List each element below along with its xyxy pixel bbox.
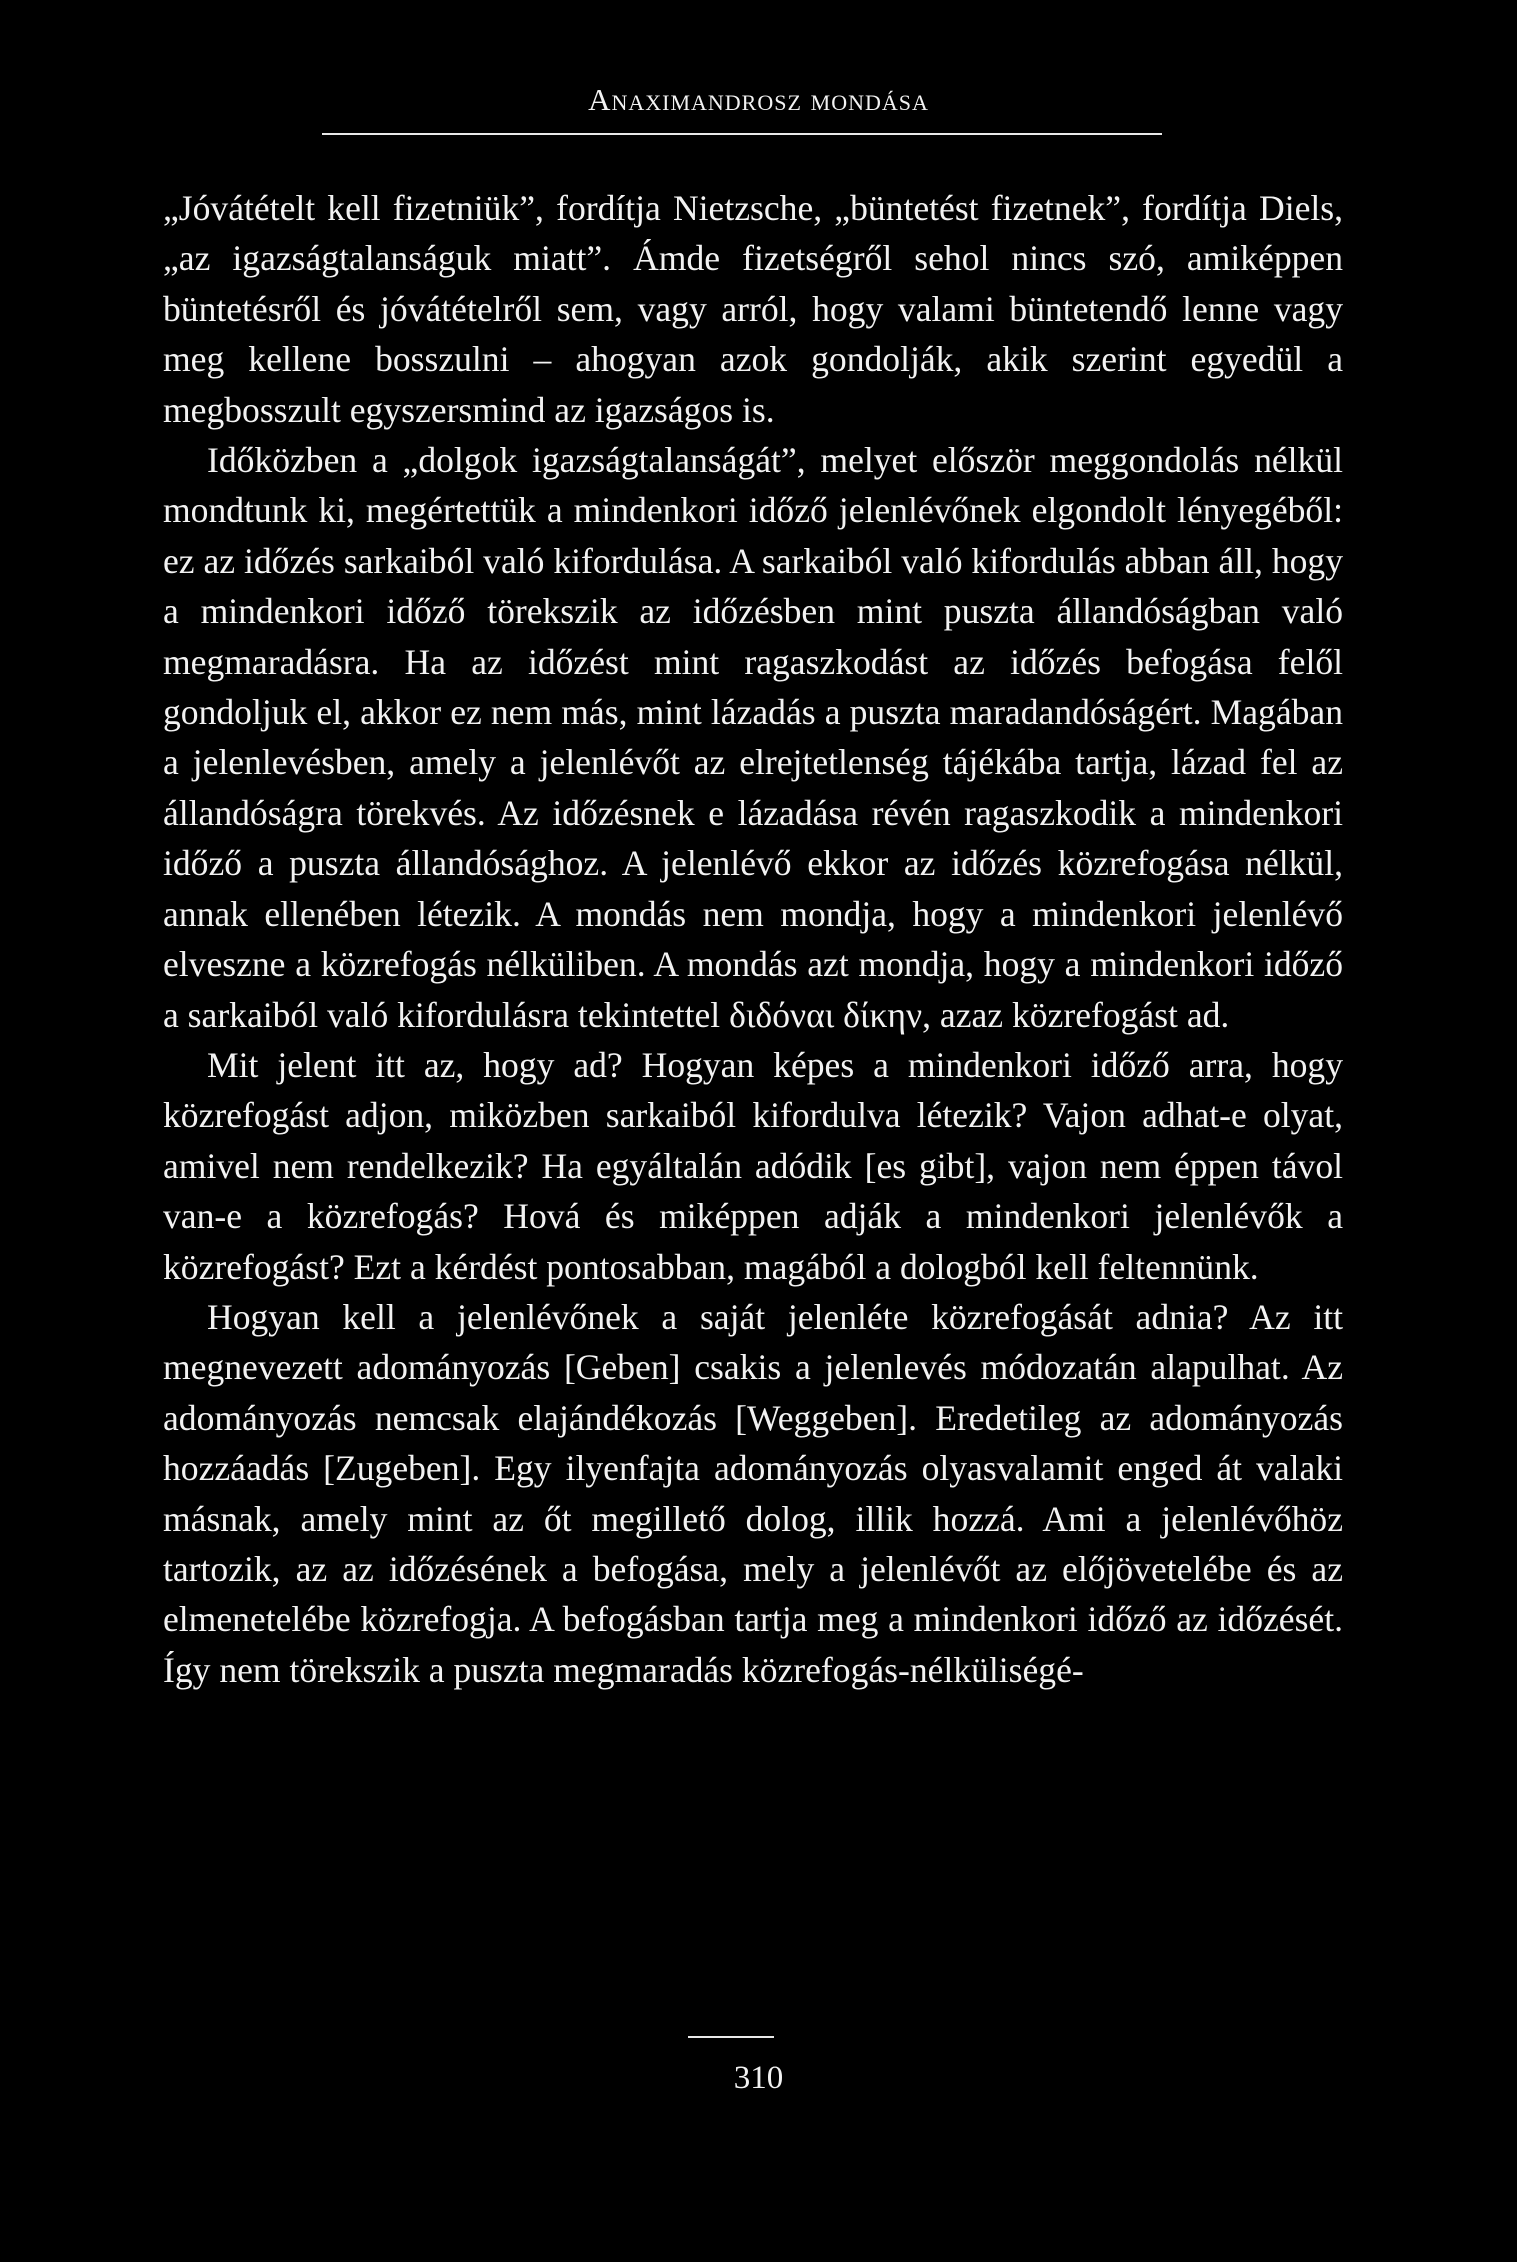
footer-rule	[688, 2036, 774, 2038]
page-number: 310	[733, 2060, 784, 2096]
running-head: Anaximandrosz mondása	[588, 82, 929, 117]
paragraph-2: Időközben a „dolgok igazságtalanságát”, melyet először meggondolás nélkül mondtunk ki, megértettük a mindenkori időző jelenlévőnek elgondolt lényegéből: ez az időzés sarkaiból való kifordulása. A sarkaiból való kifordulás abban áll, hogy a mindenkori időző törekszik az időzésben mint puszta állandóságban való megmaradásra. Ha az időzést mint ragaszkodást az időzés befogása felől gondoljuk el, akkor ez nem más, mint lázadás a puszta maradandóságért. Magában a jelenlevésben, amely a jelenlévőt az elrejtetlenség tájékába tartja, lázad fel az állandóságra törekvés. Az időzésnek e lázadása révén ragaszkodik a mindenkori időző a puszta állandósághoz. A jelenlévő ekkor az időzés közrefogása nélkül, annak ellenében létezik. A mondás nem mondja, hogy a mindenkori jelenlévő elveszne a közrefogás nélküliben. A mondás azt mondja, hogy a mindenkori időző a sarkaiból való kifordulásra tekintettel διδόναι δίκην, azaz közrefogást ad.	[163, 440, 1343, 1035]
paragraph-1: „Jóvátételt kell fizetniük”, fordítja Nietzsche, „büntetést fizetnek”, fordítja Diels, „az igazságtalanságuk miatt”. Ámde fizetségről sehol nincs szó, amiképpen büntetésről és jóvátételről sem, vagy arról, hogy valami büntetendő lenne vagy meg kellene bosszulni – ahogyan azok gondolják, akik szerint egyedül a megbosszult egyszersmind az igazságos is.	[163, 188, 1343, 430]
paragraph-4: Hogyan kell a jelenlévőnek a saját jelenléte közrefogását adnia? Az itt megnevezett adományozás [Geben] csakis a jelenlevés módozatán alapulhat. Az adományozás nemcsak elajándékozás [Weggeben]. Eredetileg az adományozás hozzáadás [Zugeben]. Egy ilyenfajta adományozás olyasvalamit enged át valaki másnak, amely mint az őt megillető dolog, illik hozzá. Ami a jelenlévőhöz tartozik, az az időzésének a befogása, mely a jelenlévőt az előjövetelébe és az elmenetelébe közrefogja. A befogásban tartja meg a mindenkori időző az időzését. Így nem törekszik a puszta megmaradás közrefogás-nélküliségé-	[163, 1296, 1343, 1690]
paragraph-3: Mit jelent itt az, hogy ad? Hogyan képes a mindenkori időző arra, hogy közrefogást adjon, miközben sarkaiból kifordulva létezik? Vajon adhat-e olyat, amivel nem rendelkezik? Ha egyáltalán adódik [es gibt], vajon nem éppen távol van-e a közrefogás? Hová és miképpen adják a mindenkori jelenlévők a közrefogást? Ezt a kérdést pontosabban, magából a dologból kell feltennünk.	[163, 1044, 1343, 1287]
body-text	[163, 183, 1343, 1695]
header-rule	[322, 133, 1162, 135]
